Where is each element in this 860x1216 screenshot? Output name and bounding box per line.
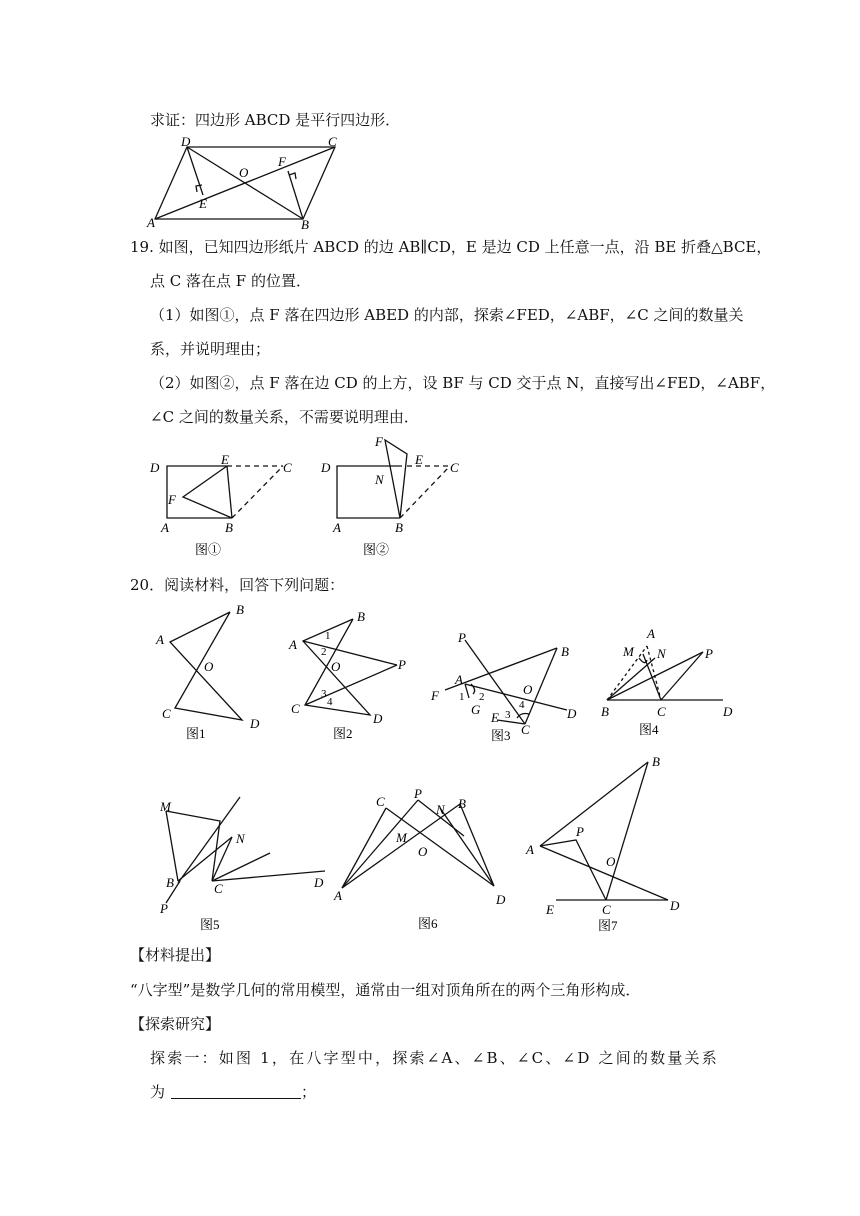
label-C: C (521, 722, 530, 737)
label-O: O (331, 659, 341, 674)
label-P: P (458, 630, 466, 645)
label-O: O (418, 844, 428, 859)
figure-20-2 (285, 607, 425, 745)
label-O: O (606, 854, 616, 869)
material-heading: 【材料提出】 (130, 946, 221, 964)
label-N: N (657, 646, 666, 661)
caption-g3: 图3 (491, 728, 511, 743)
q19-line3: （1）如图①，点 F 落在四边形 ABED 的内部，探索∠FED，∠ABF，∠C 之间的数量关 (150, 306, 744, 324)
angle-1: 1 (325, 630, 331, 642)
label-B: B (561, 644, 569, 659)
q19-line5: （2）如图②，点 F 落在边 CD 的上方，设 BF 与 CD 交于点 N，直接写出∠FED，∠ABF， (150, 374, 776, 392)
q19-line6: ∠C 之间的数量关系，不需要说明理由． (150, 408, 419, 426)
label-B: B (166, 875, 174, 890)
label-E: E (221, 452, 229, 467)
label-B: B (236, 602, 244, 617)
label-F: F (375, 434, 383, 449)
explore-heading: 【探索研究】 (130, 1015, 221, 1033)
label-B: B (395, 520, 403, 535)
label-C: C (214, 881, 223, 896)
label-E: E (546, 902, 554, 917)
label-P: P (576, 824, 584, 839)
caption-g5: 图5 (200, 917, 220, 932)
figure-20-6 (330, 780, 520, 940)
caption-g7: 图7 (598, 918, 618, 933)
label-E: E (491, 710, 499, 725)
label-B: B (458, 796, 466, 811)
prove-statement: 求证：四边形 ABCD 是平行四边形． (150, 111, 401, 129)
figure-19-1 (145, 452, 305, 560)
caption-g1: 图1 (186, 726, 206, 741)
explore-one-text: 探索一：如图 1，在八字型中，探索∠A、∠B、∠C、∠D 之间的数量关系 (150, 1049, 719, 1067)
q19-line1: 19. 如图，已知四边形纸片 ABCD 的边 AB∥CD，E 是边 CD 上任意一点，沿 BE 折叠△BCE， (130, 238, 772, 256)
label-C: C (162, 706, 171, 721)
answer-suffix: ； (301, 1083, 317, 1101)
caption-fig-1: 图① (195, 542, 222, 557)
label-F: F (168, 492, 176, 507)
label-A: A (647, 626, 655, 641)
figure-20-3 (425, 628, 585, 746)
label-N: N (236, 831, 245, 846)
angle-3: 3 (321, 688, 327, 700)
label-D: D (150, 460, 160, 475)
explore-one-answer (150, 1082, 316, 1102)
label-D: D (567, 706, 577, 721)
q20-title: 20．阅读材料，回答下列问题： (130, 576, 345, 594)
angle-4: 4 (519, 699, 525, 711)
label-A: A (455, 672, 463, 687)
label-C: C (328, 135, 337, 149)
label-F: F (278, 154, 286, 169)
label-G: G (471, 702, 481, 717)
angle-2: 2 (479, 691, 485, 703)
figure-20-5 (150, 795, 340, 935)
label-A: A (333, 520, 341, 535)
label-M: M (623, 644, 634, 659)
figure-19-2 (315, 432, 475, 560)
q19-line2: 点 C 落在点 F 的位置． (150, 272, 311, 290)
label-P: P (414, 786, 422, 801)
angle-1: 1 (459, 691, 465, 703)
label-E: E (199, 196, 207, 211)
angle-4: 4 (327, 696, 333, 708)
label-D: D (314, 875, 324, 890)
label-F: F (431, 688, 439, 703)
label-B: B (601, 704, 609, 719)
label-O: O (239, 165, 249, 180)
label-A: A (161, 520, 169, 535)
label-C: C (657, 704, 666, 719)
answer-prefix: 为 (150, 1083, 166, 1101)
parallelogram-figure (145, 135, 375, 230)
label-D: D (496, 892, 506, 907)
label-C: C (450, 460, 459, 475)
answer-blank[interactable] (171, 1084, 301, 1099)
label-B: B (225, 520, 233, 535)
label-A: A (147, 215, 155, 230)
label-A: A (334, 888, 342, 903)
label-D: D (373, 711, 383, 726)
label-C: C (376, 794, 385, 809)
label-B: B (357, 609, 365, 624)
label-C: C (602, 902, 611, 917)
label-O: O (204, 659, 214, 674)
label-C: C (283, 460, 292, 475)
label-D: D (181, 135, 191, 149)
label-N: N (375, 472, 384, 487)
label-D: D (670, 898, 680, 913)
label-D: D (250, 716, 260, 731)
label-M: M (396, 830, 407, 845)
label-A: A (526, 842, 534, 857)
label-M: M (160, 799, 171, 814)
label-D: D (321, 460, 331, 475)
label-P: P (705, 646, 713, 661)
caption-g4: 图4 (639, 722, 659, 737)
label-B: B (652, 754, 660, 769)
label-O: O (523, 682, 533, 697)
figure-20-1 (150, 600, 270, 745)
angle-2: 2 (321, 646, 327, 658)
label-P: P (160, 901, 168, 916)
caption-fig-2: 图② (363, 542, 390, 557)
angle-3: 3 (505, 709, 511, 721)
q19-line4: 系，并说明理由； (150, 340, 271, 358)
figure-20-7 (520, 750, 710, 940)
label-D: D (723, 704, 733, 719)
label-E: E (415, 452, 423, 467)
caption-g2: 图2 (333, 726, 353, 741)
label-A: A (156, 632, 164, 647)
figure-20-4 (595, 622, 745, 742)
label-P: P (398, 657, 406, 672)
label-A: A (289, 637, 297, 652)
label-C: C (291, 701, 300, 716)
label-N: N (436, 802, 445, 817)
caption-g6: 图6 (418, 916, 438, 931)
material-text: “八字型”是数学几何的常用模型，通常由一组对顶角所在的两个三角形构成． (130, 981, 641, 999)
label-B: B (301, 217, 309, 230)
